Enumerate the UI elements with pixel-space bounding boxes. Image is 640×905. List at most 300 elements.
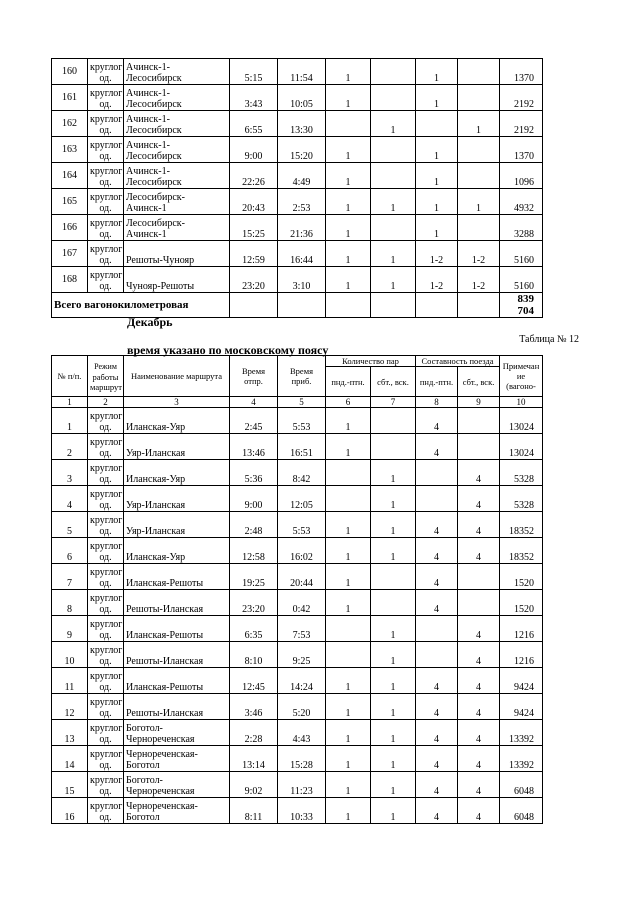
route-type	[88, 538, 124, 564]
route-name-bottom: Иланская-Уяр	[126, 474, 186, 485]
route-name-bottom: Лесосибирск	[126, 99, 182, 110]
route-type-bottom: од.	[99, 73, 112, 84]
arrival-time: 12:05	[278, 486, 326, 512]
table-row	[52, 720, 543, 746]
route-name-bottom: Решоты-Иланская	[126, 708, 204, 719]
composition-mon-fri: 4	[416, 408, 458, 434]
column-number: 3	[124, 397, 230, 408]
row-number: 165	[52, 189, 88, 215]
route-type-bottom: од.	[99, 604, 112, 615]
route-type	[88, 772, 124, 798]
composition-mon-fri: 4	[416, 720, 458, 746]
arrival-time: 21:36	[278, 215, 326, 241]
arrival-time: 10:33	[278, 798, 326, 824]
route-type	[88, 85, 124, 111]
route-name-bottom: Лесосибирск	[126, 177, 182, 188]
pairs-mon-fri: 1	[326, 694, 371, 720]
composition-sat-sun: 4	[458, 538, 500, 564]
route-type-bottom: од.	[99, 448, 112, 459]
composition-sat-sun: 1-2	[458, 241, 500, 267]
route-type-bottom: од.	[99, 552, 112, 563]
table-row	[52, 694, 543, 720]
table-row	[52, 746, 543, 772]
route-name-bottom: Уяр-Иланская	[126, 448, 186, 459]
composition-sat-sun: 4	[458, 694, 500, 720]
composition-mon-fri: 4	[416, 798, 458, 824]
route-type-top: круглог	[90, 489, 123, 500]
departure-time: 3:46	[230, 694, 278, 720]
car-kilometers: 1370	[500, 137, 543, 163]
pairs-mon-fri: 1	[326, 798, 371, 824]
route-name	[124, 720, 230, 746]
route-name-bottom: Решоты-Чунояр	[126, 255, 195, 266]
pairs-sat-sun	[371, 564, 416, 590]
car-kilometers: 9424	[500, 668, 543, 694]
route-name-top: Чернореченская-	[126, 801, 198, 812]
composition-sat-sun: 4	[458, 642, 500, 668]
composition-sat-sun	[458, 215, 500, 241]
route-type	[88, 137, 124, 163]
arrival-time: 7:53	[278, 616, 326, 642]
composition-mon-fri: 1	[416, 163, 458, 189]
composition-sat-sun	[458, 590, 500, 616]
pairs-mon-fri: 1	[326, 267, 371, 293]
departure-time: 13:14	[230, 746, 278, 772]
time-zone-note: время указано по московскому поясу	[127, 343, 329, 357]
column-number: 5	[278, 397, 326, 408]
departure-time: 5:36	[230, 460, 278, 486]
car-kilometers: 1520	[500, 590, 543, 616]
column-number: 2	[88, 397, 124, 408]
route-type-top: круглог	[90, 697, 123, 708]
header-mode-mid: работы	[92, 371, 119, 382]
composition-sat-sun: 4	[458, 486, 500, 512]
route-name	[124, 538, 230, 564]
route-name-bottom: Уяр-Иланская	[126, 500, 186, 511]
table-row	[52, 85, 543, 111]
pairs-mon-fri: 1	[326, 720, 371, 746]
route-type	[88, 564, 124, 590]
car-kilometers: 1370	[500, 59, 543, 85]
route-type-top: круглог	[90, 192, 123, 203]
pairs-sat-sun	[371, 408, 416, 434]
table-row	[52, 434, 543, 460]
route-name	[124, 460, 230, 486]
arrival-time: 14:24	[278, 668, 326, 694]
arrival-time: 2:53	[278, 189, 326, 215]
composition-sat-sun	[458, 163, 500, 189]
route-type	[88, 590, 124, 616]
total-label: Всего вагонокилометровая	[52, 293, 230, 318]
route-type-top: круглог	[90, 749, 123, 760]
departure-time: 22:26	[230, 163, 278, 189]
car-kilometers: 2192	[500, 85, 543, 111]
pairs-mon-fri: 1	[326, 564, 371, 590]
route-name-bottom: Лесосибирск	[126, 151, 182, 162]
header-departure: Время отпр.	[230, 356, 278, 397]
table-row	[52, 486, 543, 512]
row-number: 160	[52, 59, 88, 85]
composition-sat-sun	[458, 408, 500, 434]
column-number: 6	[326, 397, 371, 408]
composition-mon-fri: 4	[416, 434, 458, 460]
route-name	[124, 772, 230, 798]
route-type-bottom: од.	[99, 177, 112, 188]
route-type-bottom: од.	[99, 734, 112, 745]
arrival-time: 20:44	[278, 564, 326, 590]
table-row	[52, 538, 543, 564]
pairs-sat-sun	[371, 434, 416, 460]
composition-mon-fri: 1	[416, 215, 458, 241]
row-number: 2	[52, 434, 88, 460]
route-name-top: Ачинск-1-	[126, 140, 170, 151]
header-comp-mon-fri: пнд.-птн.	[416, 367, 458, 397]
column-number: 8	[416, 397, 458, 408]
pairs-sat-sun: 1	[371, 772, 416, 798]
departure-time: 8:10	[230, 642, 278, 668]
pairs-mon-fri: 1	[326, 512, 371, 538]
arrival-time: 16:02	[278, 538, 326, 564]
route-type-bottom: од.	[99, 99, 112, 110]
pairs-sat-sun: 1	[371, 486, 416, 512]
row-number: 14	[52, 746, 88, 772]
route-type-top: круглог	[90, 463, 123, 474]
pairs-mon-fri: 1	[326, 590, 371, 616]
header-number: № п/п.	[52, 356, 88, 397]
table-row	[52, 137, 543, 163]
route-type-bottom: од.	[99, 578, 112, 589]
composition-mon-fri: 1-2	[416, 241, 458, 267]
route-name	[124, 408, 230, 434]
departure-time: 23:20	[230, 267, 278, 293]
departure-time: 8:11	[230, 798, 278, 824]
route-name	[124, 616, 230, 642]
route-name	[124, 694, 230, 720]
route-type-top: круглог	[90, 645, 123, 656]
pairs-mon-fri	[326, 616, 371, 642]
route-type-top: круглог	[90, 437, 123, 448]
car-kilometers: 5328	[500, 486, 543, 512]
pairs-mon-fri: 1	[326, 538, 371, 564]
route-type	[88, 111, 124, 137]
arrival-time: 11:23	[278, 772, 326, 798]
departure-time: 9:00	[230, 486, 278, 512]
pairs-sat-sun: 1	[371, 267, 416, 293]
route-type-top: круглог	[90, 723, 123, 734]
composition-mon-fri: 4	[416, 746, 458, 772]
pairs-mon-fri: 1	[326, 668, 371, 694]
total-cell	[416, 293, 458, 318]
route-name-bottom: Лесосибирск	[126, 73, 182, 84]
route-name	[124, 434, 230, 460]
departure-time: 23:20	[230, 590, 278, 616]
composition-mon-fri: 4	[416, 538, 458, 564]
car-kilometers: 3288	[500, 215, 543, 241]
composition-sat-sun: 4	[458, 772, 500, 798]
header-mode	[88, 356, 124, 397]
route-type-top: круглог	[90, 140, 123, 151]
departure-time: 2:48	[230, 512, 278, 538]
composition-mon-fri: 1	[416, 189, 458, 215]
row-number: 163	[52, 137, 88, 163]
composition-sat-sun: 4	[458, 512, 500, 538]
car-kilometers: 6048	[500, 772, 543, 798]
composition-mon-fri	[416, 486, 458, 512]
pairs-sat-sun	[371, 85, 416, 111]
column-number-row	[52, 397, 543, 408]
pairs-sat-sun: 1	[371, 720, 416, 746]
table-row	[52, 267, 543, 293]
car-kilometers: 9424	[500, 694, 543, 720]
table-row	[52, 668, 543, 694]
route-type	[88, 798, 124, 824]
route-type-bottom: од.	[99, 630, 112, 641]
route-type	[88, 460, 124, 486]
route-name	[124, 215, 230, 241]
route-name	[124, 746, 230, 772]
car-kilometers: 5160	[500, 241, 543, 267]
pairs-sat-sun: 1	[371, 694, 416, 720]
route-type-top: круглог	[90, 619, 123, 630]
pairs-sat-sun: 1	[371, 512, 416, 538]
row-number: 13	[52, 720, 88, 746]
route-type-top: круглог	[90, 567, 123, 578]
schedule-table-body	[52, 408, 543, 824]
table-row	[52, 590, 543, 616]
row-number: 5	[52, 512, 88, 538]
route-name	[124, 564, 230, 590]
car-kilometers: 1096	[500, 163, 543, 189]
total-value: 839 704	[500, 293, 543, 318]
departure-time: 3:43	[230, 85, 278, 111]
route-name	[124, 189, 230, 215]
car-kilometers: 1216	[500, 642, 543, 668]
route-name-bottom: Чернореченская	[126, 734, 195, 745]
composition-sat-sun: 1	[458, 111, 500, 137]
route-type-bottom: од.	[99, 500, 112, 511]
row-number: 166	[52, 215, 88, 241]
departure-time: 2:28	[230, 720, 278, 746]
route-type-bottom: од.	[99, 812, 112, 823]
schedule-table	[51, 355, 543, 824]
pairs-sat-sun: 1	[371, 616, 416, 642]
departure-time: 12:45	[230, 668, 278, 694]
arrival-time: 15:20	[278, 137, 326, 163]
route-name-top: Лесосибирск-	[126, 192, 185, 203]
route-name-top: Лесосибирск-	[126, 218, 185, 229]
header-pairs-mon-fri: пнд.-птн.	[326, 367, 371, 397]
column-number: 1	[52, 397, 88, 408]
arrival-time: 8:42	[278, 460, 326, 486]
composition-mon-fri	[416, 616, 458, 642]
composition-mon-fri: 4	[416, 590, 458, 616]
header-note-top: Примечан	[502, 361, 540, 371]
car-kilometers: 4932	[500, 189, 543, 215]
composition-mon-fri: 1	[416, 137, 458, 163]
route-type-top: круглог	[90, 541, 123, 552]
pairs-sat-sun	[371, 590, 416, 616]
composition-mon-fri: 4	[416, 564, 458, 590]
composition-sat-sun	[458, 137, 500, 163]
composition-sat-sun: 4	[458, 460, 500, 486]
car-kilometers: 18352	[500, 512, 543, 538]
route-name-top: Ачинск-1-	[126, 166, 170, 177]
route-type-bottom: од.	[99, 786, 112, 797]
route-type-bottom: од.	[99, 125, 112, 136]
arrival-time: 5:53	[278, 512, 326, 538]
route-type-top: круглог	[90, 411, 123, 422]
route-name	[124, 163, 230, 189]
pairs-sat-sun	[371, 163, 416, 189]
row-number: 11	[52, 668, 88, 694]
table-row	[52, 163, 543, 189]
route-name	[124, 642, 230, 668]
route-name	[124, 668, 230, 694]
route-type-bottom: од.	[99, 526, 112, 537]
route-type	[88, 408, 124, 434]
arrival-time: 9:25	[278, 642, 326, 668]
column-number: 7	[371, 397, 416, 408]
composition-sat-sun: 1-2	[458, 267, 500, 293]
route-type-top: круглог	[90, 88, 123, 99]
route-type-top: круглог	[90, 593, 123, 604]
pairs-sat-sun: 1	[371, 746, 416, 772]
pairs-sat-sun: 1	[371, 798, 416, 824]
table-row	[52, 642, 543, 668]
pairs-mon-fri: 1	[326, 85, 371, 111]
route-type-top: круглог	[90, 775, 123, 786]
continuation-table	[51, 58, 543, 318]
table-row	[52, 798, 543, 824]
route-type	[88, 616, 124, 642]
table-row	[52, 408, 543, 434]
route-type-bottom: од.	[99, 760, 112, 771]
header-row	[52, 356, 543, 367]
route-type-top: круглог	[90, 114, 123, 125]
header-pairs-sat-sun: сбт., вск.	[371, 367, 416, 397]
header-arrival: Время приб.	[278, 356, 326, 397]
route-name-bottom: Иланская-Уяр	[126, 422, 186, 433]
route-name-bottom: Иланская-Решоты	[126, 682, 204, 693]
route-type	[88, 720, 124, 746]
pairs-sat-sun: 1	[371, 241, 416, 267]
route-type	[88, 694, 124, 720]
departure-time: 5:15	[230, 59, 278, 85]
row-number: 167	[52, 241, 88, 267]
column-number: 4	[230, 397, 278, 408]
car-kilometers: 13392	[500, 746, 543, 772]
month-title: Декабрь	[127, 315, 173, 329]
row-number: 12	[52, 694, 88, 720]
table-row	[52, 59, 543, 85]
departure-time: 15:25	[230, 215, 278, 241]
route-name-top: Ачинск-1-	[126, 62, 170, 73]
arrival-time: 4:49	[278, 163, 326, 189]
route-name-bottom: Ачинск-1	[126, 229, 167, 240]
column-number: 9	[458, 397, 500, 408]
departure-time: 12:59	[230, 241, 278, 267]
route-name-bottom: Боготол	[126, 760, 160, 771]
route-name-bottom: Решоты-Иланская	[126, 604, 204, 615]
arrival-time: 5:53	[278, 408, 326, 434]
car-kilometers: 5328	[500, 460, 543, 486]
route-type-top: круглог	[90, 244, 123, 255]
composition-mon-fri: 4	[416, 772, 458, 798]
composition-mon-fri	[416, 460, 458, 486]
route-name	[124, 267, 230, 293]
route-type	[88, 668, 124, 694]
header-note	[500, 356, 543, 397]
route-type-top: круглог	[90, 801, 123, 812]
departure-time: 19:25	[230, 564, 278, 590]
departure-time: 12:58	[230, 538, 278, 564]
departure-time: 2:45	[230, 408, 278, 434]
route-type-top: круглог	[90, 218, 123, 229]
table-row	[52, 215, 543, 241]
pairs-sat-sun	[371, 215, 416, 241]
pairs-sat-sun	[371, 137, 416, 163]
composition-mon-fri	[416, 111, 458, 137]
route-name	[124, 798, 230, 824]
route-type	[88, 642, 124, 668]
composition-mon-fri: 4	[416, 694, 458, 720]
route-type-bottom: од.	[99, 281, 112, 292]
departure-time: 6:35	[230, 616, 278, 642]
pairs-mon-fri	[326, 642, 371, 668]
pairs-mon-fri	[326, 111, 371, 137]
route-name	[124, 137, 230, 163]
composition-sat-sun	[458, 85, 500, 111]
route-name-top: Чернореченская-	[126, 749, 198, 760]
route-name-bottom: Иланская-Решоты	[126, 578, 204, 589]
route-type-bottom: од.	[99, 255, 112, 266]
composition-sat-sun: 1	[458, 189, 500, 215]
route-type-top: круглог	[90, 166, 123, 177]
car-kilometers: 6048	[500, 798, 543, 824]
departure-time: 9:02	[230, 772, 278, 798]
composition-mon-fri: 4	[416, 512, 458, 538]
arrival-time: 13:30	[278, 111, 326, 137]
total-cell	[371, 293, 416, 318]
route-name	[124, 486, 230, 512]
composition-mon-fri	[416, 642, 458, 668]
table-row	[52, 189, 543, 215]
pairs-mon-fri	[326, 460, 371, 486]
table-number: Таблица № 12	[519, 334, 579, 345]
route-type-bottom: од.	[99, 229, 112, 240]
row-number: 10	[52, 642, 88, 668]
route-name-bottom: Лесосибирск	[126, 125, 182, 136]
car-kilometers: 1520	[500, 564, 543, 590]
table-row	[52, 616, 543, 642]
table-row	[52, 460, 543, 486]
header-note-mid: ие	[516, 371, 526, 381]
arrival-time: 3:10	[278, 267, 326, 293]
departure-time: 9:00	[230, 137, 278, 163]
route-type-bottom: од.	[99, 203, 112, 214]
route-type-bottom: од.	[99, 708, 112, 719]
route-name-bottom: Иланская-Решоты	[126, 630, 204, 641]
route-name-bottom: Решоты-Иланская	[126, 656, 204, 667]
header-note-bottom: (вагоно-	[506, 381, 536, 391]
route-type	[88, 241, 124, 267]
route-type	[88, 267, 124, 293]
route-name	[124, 85, 230, 111]
arrival-time: 4:43	[278, 720, 326, 746]
header-mode-bottom: маршрут	[90, 381, 122, 392]
composition-sat-sun	[458, 59, 500, 85]
row-number: 162	[52, 111, 88, 137]
